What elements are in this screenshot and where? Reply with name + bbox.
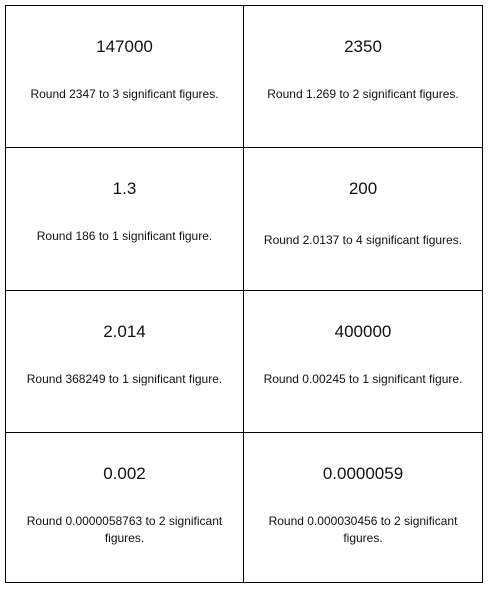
card-8 bbox=[244, 433, 482, 582]
card-answer: 147000 bbox=[96, 37, 153, 56]
card-question: Round 1.269 to 2 significant figures. bbox=[267, 87, 459, 101]
card-1 bbox=[6, 6, 244, 148]
card-answer: 0.0000059 bbox=[322, 464, 404, 483]
card-answer: 200 bbox=[348, 179, 378, 198]
card-question: Round 0.00245 to 1 significant figure. bbox=[263, 372, 463, 386]
card-question: Round 186 to 1 significant figure. bbox=[36, 229, 213, 243]
card-question: Round 2347 to 3 significant figures. bbox=[30, 87, 219, 101]
card-3 bbox=[6, 148, 244, 291]
card-answer: 2.014 bbox=[103, 322, 146, 341]
card-answer: 1.3 bbox=[112, 179, 137, 198]
card-answer: 400000 bbox=[334, 322, 392, 341]
card-6 bbox=[244, 291, 482, 433]
card-5 bbox=[6, 291, 244, 433]
card-question: Round 0.000030456 to 2 significant figures. bbox=[268, 514, 458, 545]
card-7 bbox=[6, 433, 244, 582]
card-answer: 2350 bbox=[344, 37, 382, 56]
card-question: Round 2.0137 to 4 significant figures. bbox=[263, 233, 463, 247]
card-grid bbox=[5, 5, 483, 583]
card-answer: 0.002 bbox=[103, 464, 146, 483]
card-question: Round 368249 to 1 significant figure. bbox=[26, 372, 223, 386]
card-4 bbox=[244, 148, 482, 291]
card-question: Round 0.0000058763 to 2 significant figures. bbox=[26, 514, 223, 545]
card-2 bbox=[244, 6, 482, 148]
